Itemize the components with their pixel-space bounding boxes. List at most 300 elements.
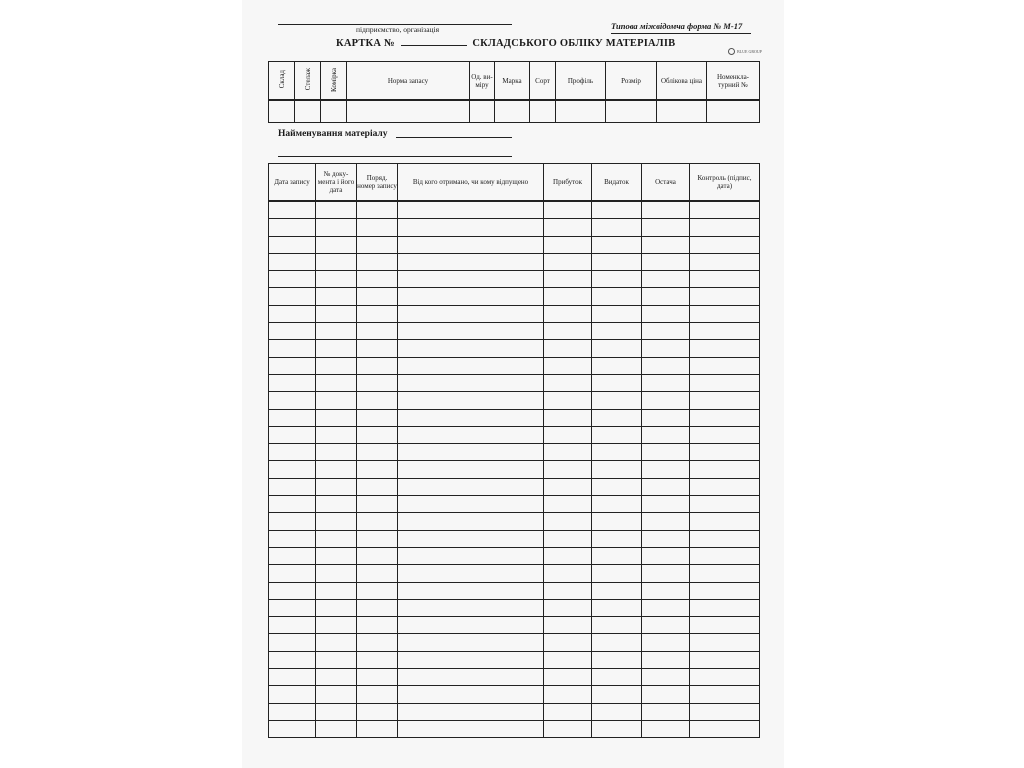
table-cell[interactable] [269, 357, 316, 374]
table-cell[interactable] [530, 100, 556, 123]
table-cell[interactable] [269, 288, 316, 305]
table-cell[interactable] [357, 253, 398, 270]
table-cell[interactable] [398, 496, 544, 513]
table-cell[interactable] [642, 201, 690, 219]
table-cell[interactable] [592, 323, 642, 340]
table-cell[interactable] [642, 686, 690, 703]
logo-icon [728, 48, 735, 55]
table-cell[interactable] [495, 100, 530, 123]
table-cell[interactable] [316, 461, 357, 478]
table-cell[interactable] [357, 288, 398, 305]
table-cell[interactable] [357, 651, 398, 668]
table-cell[interactable] [357, 669, 398, 686]
table-cell[interactable] [544, 582, 592, 599]
table-cell[interactable] [690, 599, 760, 616]
table-cell[interactable] [316, 271, 357, 288]
table-cell[interactable] [316, 582, 357, 599]
table-cell[interactable] [357, 617, 398, 634]
table-cell[interactable] [316, 288, 357, 305]
table-cell[interactable] [398, 513, 544, 530]
table-cell[interactable] [357, 305, 398, 322]
card-title-text: СКЛАДСЬКОГО ОБЛІКУ МАТЕРІАЛІВ [472, 38, 676, 49]
table-cell[interactable] [544, 340, 592, 357]
table-cell[interactable] [592, 392, 642, 409]
table-cell[interactable] [544, 236, 592, 253]
table-cell[interactable] [642, 582, 690, 599]
table-cell[interactable] [690, 547, 760, 564]
table-cell[interactable] [642, 444, 690, 461]
table-row [269, 669, 760, 686]
table-cell[interactable] [269, 617, 316, 634]
table-cell[interactable] [642, 599, 690, 616]
table-cell[interactable] [316, 669, 357, 686]
table-cell[interactable] [357, 461, 398, 478]
table-cell[interactable] [398, 392, 544, 409]
col-header: Поряд. номер запису [357, 164, 398, 202]
table-cell[interactable] [690, 392, 760, 409]
table-cell[interactable] [544, 426, 592, 443]
table-cell[interactable] [544, 513, 592, 530]
table-cell[interactable] [316, 634, 357, 651]
table-cell[interactable] [642, 392, 690, 409]
table-cell[interactable] [398, 357, 544, 374]
table-cell[interactable] [544, 565, 592, 582]
table-cell[interactable] [592, 669, 642, 686]
table-cell[interactable] [398, 686, 544, 703]
table-cell[interactable] [316, 617, 357, 634]
table-cell[interactable] [642, 496, 690, 513]
col-header: Номенкла-турний № [707, 62, 760, 101]
table-cell[interactable] [690, 703, 760, 720]
table-cell[interactable] [690, 444, 760, 461]
table-cell[interactable] [690, 669, 760, 686]
table-cell[interactable] [642, 323, 690, 340]
table-cell[interactable] [592, 271, 642, 288]
table-cell[interactable] [316, 305, 357, 322]
table-row [269, 634, 760, 651]
table-cell[interactable] [398, 409, 544, 426]
table-cell[interactable] [690, 409, 760, 426]
table-cell[interactable] [398, 582, 544, 599]
table-cell[interactable] [592, 478, 642, 495]
table-row [269, 582, 760, 599]
table-cell[interactable] [269, 530, 316, 547]
table-cell[interactable] [592, 305, 642, 322]
table-cell[interactable] [544, 617, 592, 634]
table-row [269, 513, 760, 530]
table-cell[interactable] [544, 201, 592, 219]
table-cell[interactable] [544, 651, 592, 668]
table-cell[interactable] [269, 565, 316, 582]
table-cell[interactable] [269, 686, 316, 703]
table-cell[interactable] [316, 599, 357, 616]
table-cell[interactable] [592, 236, 642, 253]
table-cell[interactable] [398, 288, 544, 305]
table-cell[interactable] [544, 634, 592, 651]
table-cell[interactable] [316, 374, 357, 391]
table-cell[interactable] [544, 703, 592, 720]
table-cell[interactable] [642, 219, 690, 236]
table-cell[interactable] [357, 599, 398, 616]
table-cell[interactable] [269, 219, 316, 236]
table-cell[interactable] [592, 703, 642, 720]
table-cell[interactable] [544, 478, 592, 495]
table-row [269, 219, 760, 236]
table-cell[interactable] [357, 720, 398, 737]
table-cell[interactable] [544, 323, 592, 340]
table-cell[interactable] [642, 720, 690, 737]
table-cell[interactable] [690, 323, 760, 340]
table-cell[interactable] [592, 444, 642, 461]
table-cell[interactable] [398, 323, 544, 340]
table-cell[interactable] [690, 513, 760, 530]
table-row [269, 271, 760, 288]
table-cell[interactable] [690, 617, 760, 634]
table-cell[interactable] [592, 426, 642, 443]
stock-movements-table [268, 163, 760, 738]
table-cell[interactable] [642, 236, 690, 253]
table-cell[interactable] [592, 374, 642, 391]
col-header: Норма запасу [347, 62, 470, 101]
table-cell[interactable] [544, 271, 592, 288]
table-cell[interactable] [690, 530, 760, 547]
col-header: Дата запису [269, 164, 316, 202]
table-cell[interactable] [269, 374, 316, 391]
table-cell[interactable] [269, 478, 316, 495]
table-cell[interactable] [544, 686, 592, 703]
table-cell[interactable] [642, 288, 690, 305]
table-cell[interactable] [398, 271, 544, 288]
table-cell[interactable] [642, 565, 690, 582]
table-cell[interactable] [398, 305, 544, 322]
table-cell[interactable] [295, 100, 321, 123]
table-row [269, 496, 760, 513]
table-cell[interactable] [357, 426, 398, 443]
table-cell[interactable] [592, 496, 642, 513]
table-cell[interactable] [544, 392, 592, 409]
table-row [269, 720, 760, 737]
table-cell[interactable] [316, 219, 357, 236]
table-cell[interactable] [269, 409, 316, 426]
table-cell[interactable] [690, 340, 760, 357]
table-row [269, 617, 760, 634]
table-row [269, 409, 760, 426]
table-cell[interactable] [592, 461, 642, 478]
table-cell[interactable] [316, 253, 357, 270]
table-cell[interactable] [398, 703, 544, 720]
table-cell[interactable] [592, 253, 642, 270]
table-cell[interactable] [690, 288, 760, 305]
table-cell[interactable] [642, 703, 690, 720]
table-cell[interactable] [642, 305, 690, 322]
table-cell[interactable] [357, 374, 398, 391]
table-cell[interactable] [269, 461, 316, 478]
table-cell[interactable] [357, 703, 398, 720]
table-cell[interactable] [316, 530, 357, 547]
table-cell[interactable] [642, 426, 690, 443]
card-title [336, 37, 675, 49]
table-cell[interactable] [269, 720, 316, 737]
table-cell[interactable] [316, 323, 357, 340]
org-caption: підприємство, організація [356, 25, 440, 34]
table-cell[interactable] [592, 582, 642, 599]
table-row [269, 340, 760, 357]
table-cell[interactable] [642, 374, 690, 391]
table-cell[interactable] [398, 253, 544, 270]
table-cell[interactable] [592, 547, 642, 564]
table-cell[interactable] [269, 651, 316, 668]
table-row [269, 288, 760, 305]
table-cell[interactable] [321, 100, 347, 123]
table-cell[interactable] [592, 219, 642, 236]
table-cell[interactable] [357, 582, 398, 599]
table-cell[interactable] [690, 357, 760, 374]
table-cell[interactable] [544, 374, 592, 391]
table-cell[interactable] [398, 651, 544, 668]
material-name-line-1[interactable] [396, 137, 512, 138]
form-label-underline [611, 33, 751, 34]
table-cell[interactable] [398, 565, 544, 582]
table-cell[interactable] [592, 565, 642, 582]
table-cell[interactable] [316, 720, 357, 737]
table-cell[interactable] [269, 392, 316, 409]
table-cell[interactable] [544, 720, 592, 737]
table-cell[interactable] [592, 720, 642, 737]
table-cell[interactable] [357, 201, 398, 219]
table-row [269, 236, 760, 253]
table-cell[interactable] [544, 219, 592, 236]
table-cell[interactable] [316, 426, 357, 443]
table-cell[interactable] [592, 513, 642, 530]
table-cell[interactable] [690, 219, 760, 236]
table-cell[interactable] [690, 253, 760, 270]
table-cell[interactable] [642, 530, 690, 547]
table-cell[interactable] [642, 271, 690, 288]
table-cell[interactable] [642, 409, 690, 426]
table-cell[interactable] [592, 340, 642, 357]
table-cell[interactable] [347, 100, 470, 123]
table-cell[interactable] [642, 253, 690, 270]
table-cell[interactable] [642, 461, 690, 478]
table-cell[interactable] [269, 703, 316, 720]
table-cell[interactable] [690, 496, 760, 513]
table-cell[interactable] [690, 236, 760, 253]
table-cell[interactable] [690, 305, 760, 322]
table-cell[interactable] [357, 444, 398, 461]
table-cell[interactable] [398, 236, 544, 253]
table-cell[interactable] [269, 496, 316, 513]
table-cell[interactable] [642, 669, 690, 686]
table-cell[interactable] [642, 340, 690, 357]
table-cell[interactable] [690, 565, 760, 582]
table-cell[interactable] [398, 669, 544, 686]
table-cell[interactable] [592, 617, 642, 634]
table-cell[interactable] [690, 426, 760, 443]
table-cell[interactable] [398, 461, 544, 478]
table-cell[interactable] [398, 426, 544, 443]
table-cell[interactable] [544, 444, 592, 461]
table-cell[interactable] [357, 686, 398, 703]
table-cell[interactable] [316, 201, 357, 219]
table-cell[interactable] [357, 236, 398, 253]
table-cell[interactable] [592, 634, 642, 651]
table-cell[interactable] [544, 409, 592, 426]
table-cell[interactable] [642, 651, 690, 668]
table-cell[interactable] [269, 271, 316, 288]
table-cell[interactable] [544, 669, 592, 686]
table-cell[interactable] [357, 323, 398, 340]
table-cell[interactable] [398, 720, 544, 737]
table-cell[interactable] [357, 219, 398, 236]
table-cell[interactable] [316, 547, 357, 564]
table-cell[interactable] [269, 340, 316, 357]
table-cell[interactable] [398, 340, 544, 357]
table-cell[interactable] [690, 634, 760, 651]
table-cell[interactable] [470, 100, 495, 123]
table-cell[interactable] [357, 634, 398, 651]
table-cell[interactable] [357, 478, 398, 495]
table-row [269, 547, 760, 564]
table-cell[interactable] [642, 547, 690, 564]
table-cell[interactable] [357, 409, 398, 426]
table-cell[interactable] [556, 100, 606, 123]
table-cell[interactable] [690, 582, 760, 599]
table-cell[interactable] [592, 288, 642, 305]
table-cell[interactable] [592, 357, 642, 374]
table-cell[interactable] [316, 496, 357, 513]
table-cell[interactable] [690, 271, 760, 288]
table-cell[interactable] [269, 100, 295, 123]
table-cell[interactable] [642, 478, 690, 495]
col-header: Контроль (підпис, дата) [690, 164, 760, 202]
table-cell[interactable] [357, 392, 398, 409]
table-cell[interactable] [357, 340, 398, 357]
table-row [269, 392, 760, 409]
table-cell[interactable] [398, 374, 544, 391]
table-cell[interactable] [657, 100, 707, 123]
table-cell[interactable] [398, 634, 544, 651]
table-cell[interactable] [398, 599, 544, 616]
table-cell[interactable] [544, 496, 592, 513]
table-cell[interactable] [269, 513, 316, 530]
table-cell[interactable] [690, 374, 760, 391]
table-cell[interactable] [316, 392, 357, 409]
table-cell[interactable] [269, 444, 316, 461]
material-attributes-table [268, 61, 760, 123]
table-cell[interactable] [316, 651, 357, 668]
table-cell[interactable] [592, 651, 642, 668]
table-cell[interactable] [269, 547, 316, 564]
table-cell[interactable] [606, 100, 657, 123]
table-cell[interactable] [707, 100, 760, 123]
material-name-line-2[interactable] [278, 156, 512, 157]
table-cell[interactable] [316, 478, 357, 495]
table-cell[interactable] [357, 547, 398, 564]
material-name-label: Найменування матеріалу [278, 129, 388, 139]
table-cell[interactable] [592, 409, 642, 426]
table-cell[interactable] [690, 686, 760, 703]
table-cell[interactable] [690, 720, 760, 737]
table-cell[interactable] [398, 547, 544, 564]
table-row [269, 201, 760, 219]
table-cell[interactable] [316, 686, 357, 703]
table-cell[interactable] [544, 461, 592, 478]
table-cell[interactable] [398, 201, 544, 219]
table-cell[interactable] [316, 236, 357, 253]
col-header: Профіль [556, 62, 606, 101]
table-cell[interactable] [642, 357, 690, 374]
table-cell[interactable] [269, 669, 316, 686]
table-cell[interactable] [316, 513, 357, 530]
table-cell[interactable] [269, 634, 316, 651]
table-cell[interactable] [544, 288, 592, 305]
table-cell[interactable] [592, 201, 642, 219]
table-cell[interactable] [592, 686, 642, 703]
table-cell[interactable] [316, 565, 357, 582]
table-cell[interactable] [269, 201, 316, 219]
col-header: Марка [495, 62, 530, 101]
table-cell[interactable] [592, 599, 642, 616]
col-header: Комірка [321, 62, 347, 101]
table-cell[interactable] [544, 530, 592, 547]
table-cell[interactable] [316, 409, 357, 426]
table-cell[interactable] [357, 513, 398, 530]
table-row [269, 444, 760, 461]
table-cell[interactable] [357, 357, 398, 374]
col-header: Облікова ціна [657, 62, 707, 101]
table-cell[interactable] [398, 478, 544, 495]
table-cell[interactable] [357, 530, 398, 547]
table-cell[interactable] [269, 426, 316, 443]
table-cell[interactable] [690, 201, 760, 219]
logo-text: BLUE GROUP [737, 49, 763, 54]
table-cell[interactable] [544, 599, 592, 616]
table-cell[interactable] [398, 530, 544, 547]
table-cell[interactable] [642, 513, 690, 530]
table-cell[interactable] [690, 461, 760, 478]
table-cell[interactable] [544, 547, 592, 564]
table-cell[interactable] [398, 219, 544, 236]
table-cell[interactable] [269, 305, 316, 322]
table-cell[interactable] [357, 565, 398, 582]
table-cell[interactable] [544, 305, 592, 322]
table-cell[interactable] [269, 236, 316, 253]
table-cell[interactable] [269, 599, 316, 616]
card-number-blank[interactable] [401, 37, 467, 46]
table-cell[interactable] [269, 323, 316, 340]
table-cell[interactable] [398, 444, 544, 461]
table-cell[interactable] [357, 271, 398, 288]
table-cell[interactable] [544, 357, 592, 374]
table-cell[interactable] [642, 634, 690, 651]
table-cell[interactable] [398, 617, 544, 634]
table-cell[interactable] [690, 478, 760, 495]
table-cell[interactable] [642, 617, 690, 634]
table-cell[interactable] [357, 496, 398, 513]
col-header: Видаток [592, 164, 642, 202]
table-cell[interactable] [316, 703, 357, 720]
table-cell[interactable] [269, 253, 316, 270]
table-row [269, 323, 760, 340]
table-cell[interactable] [316, 444, 357, 461]
table-cell[interactable] [690, 651, 760, 668]
table-cell[interactable] [316, 340, 357, 357]
table-cell[interactable] [316, 357, 357, 374]
table-header-row [269, 164, 760, 202]
table-cell[interactable] [592, 530, 642, 547]
table-cell[interactable] [544, 253, 592, 270]
table-cell[interactable] [269, 582, 316, 599]
